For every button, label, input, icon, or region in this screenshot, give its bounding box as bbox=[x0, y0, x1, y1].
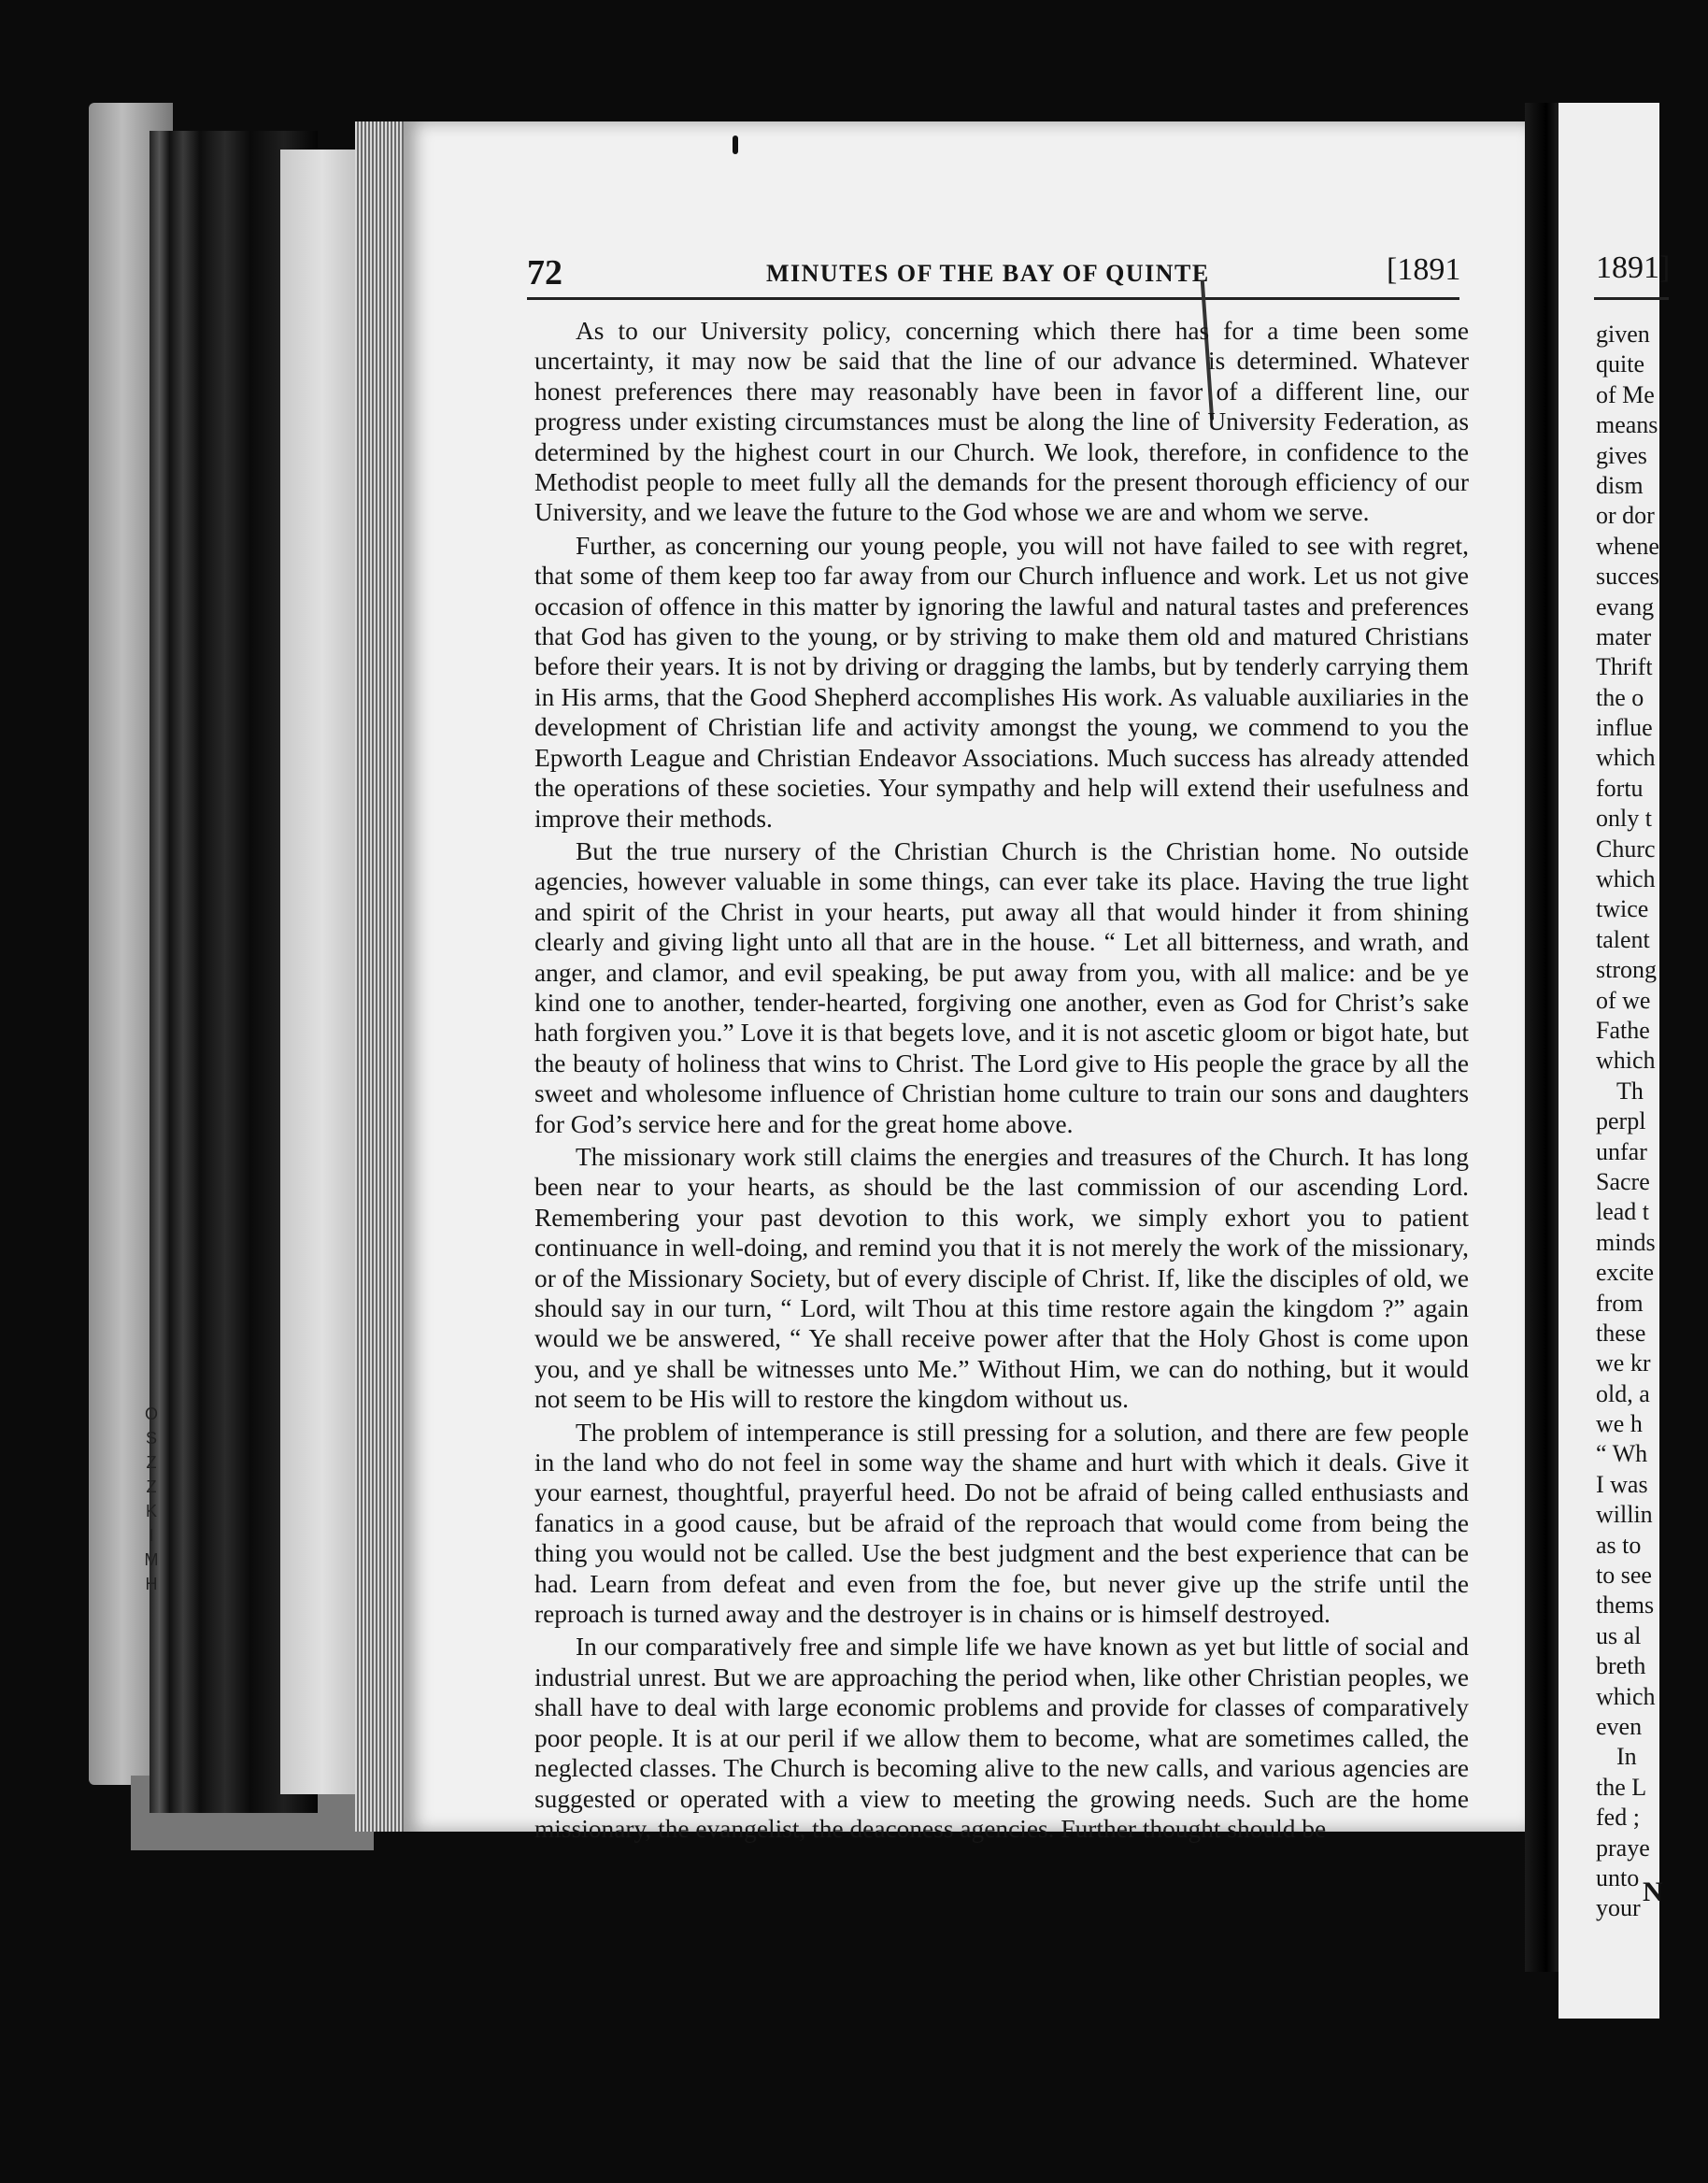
right-page-line: Churc bbox=[1596, 835, 1656, 863]
right-page-line: minds bbox=[1596, 1228, 1656, 1256]
right-page-line: thems bbox=[1596, 1591, 1655, 1619]
right-page-line: willin bbox=[1596, 1501, 1653, 1529]
right-page-line: only t bbox=[1596, 805, 1652, 833]
running-title: MINUTES OF THE BAY OF QUINTE bbox=[766, 260, 1210, 287]
right-page-line: or dor bbox=[1596, 502, 1655, 530]
right-page-line: excite bbox=[1596, 1259, 1655, 1287]
right-page-line: of we bbox=[1596, 986, 1651, 1014]
right-page-line: which bbox=[1596, 865, 1656, 893]
right-page-line: which bbox=[1596, 744, 1656, 772]
page-body bbox=[534, 316, 1469, 1847]
right-page-line: we h bbox=[1596, 1410, 1643, 1438]
spine-letter: O bbox=[144, 1405, 158, 1423]
right-page-line: the L bbox=[1596, 1773, 1647, 1801]
right-page-line: us al bbox=[1596, 1621, 1642, 1649]
right-page-line: Thrift bbox=[1596, 653, 1653, 681]
right-page-line: old, a bbox=[1596, 1379, 1650, 1407]
right-page-line: perpl bbox=[1596, 1107, 1646, 1135]
book-gutter bbox=[1525, 103, 1560, 1972]
right-page-line: mater bbox=[1596, 622, 1652, 650]
spine-letter: S bbox=[145, 1429, 157, 1448]
right-page-line: twice bbox=[1596, 895, 1649, 923]
right-page-line: as to bbox=[1596, 1531, 1642, 1559]
spine-letter: I bbox=[149, 1526, 154, 1545]
paragraph-young-people: Further, as concerning our young people, you will not have failed to see with regret, that some of them keep too far away from our Church influence and work. Let us not give occasion of offence in this matter by ignoring the lawful and natural tastes and preferences that God has given to the young, or by striving to make them old and matured Christians before their years. It is not by driving or dragging the lambs, but by tenderly carrying them in His arms, that the Good Shepherd accomplishes His work. As valuable auxiliaries in the development of Christian life and activity amongst the young, we commend to you the Epworth League and Christian Endeavor Associations. Much success has already attended the operations of these societies. Your sympathy and help will extend their usefulness and improve their methods. bbox=[534, 531, 1469, 833]
right-page-line: we kr bbox=[1596, 1349, 1651, 1377]
right-page-line: I was bbox=[1596, 1470, 1648, 1498]
spine-letter: M bbox=[144, 1550, 159, 1569]
page-number: 72 bbox=[527, 253, 562, 292]
right-page-line: which bbox=[1596, 1682, 1656, 1710]
right-header-rule bbox=[1594, 297, 1669, 300]
paragraph-intemperance: The problem of intemperance is still pressing for a solution, and there are few people in the land who do not feel in some way the shame and hurt with which it deals. Give it your earnest, thoughtful, prayerful heed. Do not be afraid of being called enthusiasts and fanatics in a good cause, but be afraid of the reproach that would come from being the thing you would not be called. Use the best judgment and the best experience that can be had. Learn from defeat and even from the foe, but never give up the strife until the reproach is turned away and the destroyer is in chains or is himself destroyed. bbox=[534, 1418, 1469, 1629]
right-page-line: fortu bbox=[1596, 774, 1644, 802]
right-page-line: dism bbox=[1596, 471, 1644, 499]
right-page-heading: N bbox=[1643, 1876, 1663, 1907]
header-rule bbox=[527, 297, 1459, 300]
paragraph-missionary-work: The missionary work still claims the energies and treasures of the Church. It has long been near to your hearts, as should be the last commission of our ascending Lord. Remembering your past devotion to this work, we simply exhort you to patient continuance in well-doing, and remind you that it is not merely the work of the missionary, or of the Missionary Society, but of every disciple of Christ. If, like the disciples of old, we should say in our turn, “ Lord, wilt Thou at this time restore again the kingdom ?” again would we be answered, “ Ye shall receive power after that the Holy Ghost is come upon you, and ye shall be witnesses unto Me.” Without Him, we can do nothing, but it would not seem to be His will to restore the kingdom without us. bbox=[534, 1142, 1469, 1414]
spine-margin-letters bbox=[142, 1402, 161, 1596]
right-page-year: 1891] bbox=[1596, 250, 1671, 285]
spine-letter: K bbox=[145, 1502, 157, 1520]
right-page-line: strong bbox=[1596, 956, 1657, 984]
right-page-line: “ Wh bbox=[1596, 1440, 1648, 1468]
right-page-line: of Me bbox=[1596, 380, 1655, 408]
right-page-line: unfar bbox=[1596, 1137, 1647, 1165]
page-header bbox=[527, 252, 1461, 299]
right-page-line: talent bbox=[1596, 925, 1650, 953]
ink-speck bbox=[733, 136, 738, 154]
endpaper bbox=[280, 150, 364, 1794]
right-page-line: unto bbox=[1596, 1863, 1640, 1891]
right-page-line: these bbox=[1596, 1319, 1646, 1347]
page-edges bbox=[355, 121, 411, 1832]
right-page-line: gives bbox=[1596, 441, 1647, 469]
right-page-line-starts bbox=[1596, 320, 1708, 1924]
right-page-line: fed ; bbox=[1596, 1804, 1640, 1832]
right-page-line: from bbox=[1596, 1289, 1644, 1317]
spine-letter: H bbox=[145, 1575, 158, 1593]
right-page-line: means bbox=[1596, 411, 1658, 439]
spine-letter: Z bbox=[146, 1453, 157, 1472]
right-page-line: Fathe bbox=[1596, 1016, 1650, 1044]
right-page-line: influe bbox=[1596, 714, 1653, 742]
right-page-line: your bbox=[1596, 1894, 1641, 1922]
right-page-line: lead t bbox=[1596, 1198, 1650, 1226]
right-page-line: whene bbox=[1596, 532, 1659, 560]
spine-letter: Z bbox=[146, 1477, 157, 1496]
right-page bbox=[1559, 103, 1671, 2019]
header-year: [1891 bbox=[1387, 252, 1461, 287]
paragraph-christian-home: But the true nursery of the Christian Church is the Christian home. No outside agencies, however valuable in some things, can ever take its place. Having the true light and spirit of the Christ in your hearts, put away all that would hinder it from shining clearly and giving light unto all that are in the house. “ Let all bitterness, and wrath, and anger, and clamor, and evil speaking, be put away from you, with all malice: and be ye kind one to another, tender-hearted, forgiving one another, even as God for Christ’s sake hath forgiven you.” Love it is that begets love, and it is not ascetic gloom or bigot hate, but the beauty of holiness that wins to Christ. The Lord give to His people the grace by all the sweet and wholesome influence of Christian home culture to train our sons and daughters for God’s service here and for the great home above. bbox=[534, 836, 1469, 1138]
paragraph-university-policy: As to our University policy, concerning which there has for a time been some uncertainty, it may now be said that the line of our advance is determined. Whatever honest preferences there may reasonably have been in favor of a different line, our progress under existing circumstances must be along the line of University Federation, as determined by the highest court in our Church. We look, therefore, in confidence to the Methodist people to meet fully all the demands for the present thorough efficiency of our University, and we leave the future to the God whose we are and whom we serve. bbox=[534, 317, 1469, 527]
right-page-line: quite bbox=[1596, 350, 1644, 378]
right-page-line: the o bbox=[1596, 683, 1644, 711]
right-page-line: which bbox=[1596, 1047, 1656, 1075]
right-page-line: breth bbox=[1596, 1652, 1646, 1680]
right-page-line: succes bbox=[1596, 563, 1659, 591]
right-page-line: evang bbox=[1596, 592, 1655, 621]
right-page-line: given bbox=[1596, 321, 1650, 348]
right-page-line: In bbox=[1616, 1743, 1637, 1771]
paragraph-social-unrest: In our comparatively free and simple life we have known as yet but little of social and industrial unrest. But we are approaching the period when, like other Christian peoples, we shall have to deal with large economic problems and provide for classes of comparatively poor people. It is at our peril if we allow them to become, what are sometimes called, the neglected classes. The Church is becoming alive to the new calls, and various agencies are suggested or operated with a view to meeting the growing needs. Such are the home missionary, the evangelist, the deaconess agencies. Further thought should be bbox=[534, 1633, 1469, 1843]
right-page-line: praye bbox=[1596, 1833, 1650, 1862]
right-page-line: Th bbox=[1616, 1077, 1644, 1105]
right-page-line: even bbox=[1596, 1712, 1643, 1740]
right-page-line: Sacre bbox=[1596, 1167, 1650, 1195]
right-page-line: to see bbox=[1596, 1562, 1652, 1590]
